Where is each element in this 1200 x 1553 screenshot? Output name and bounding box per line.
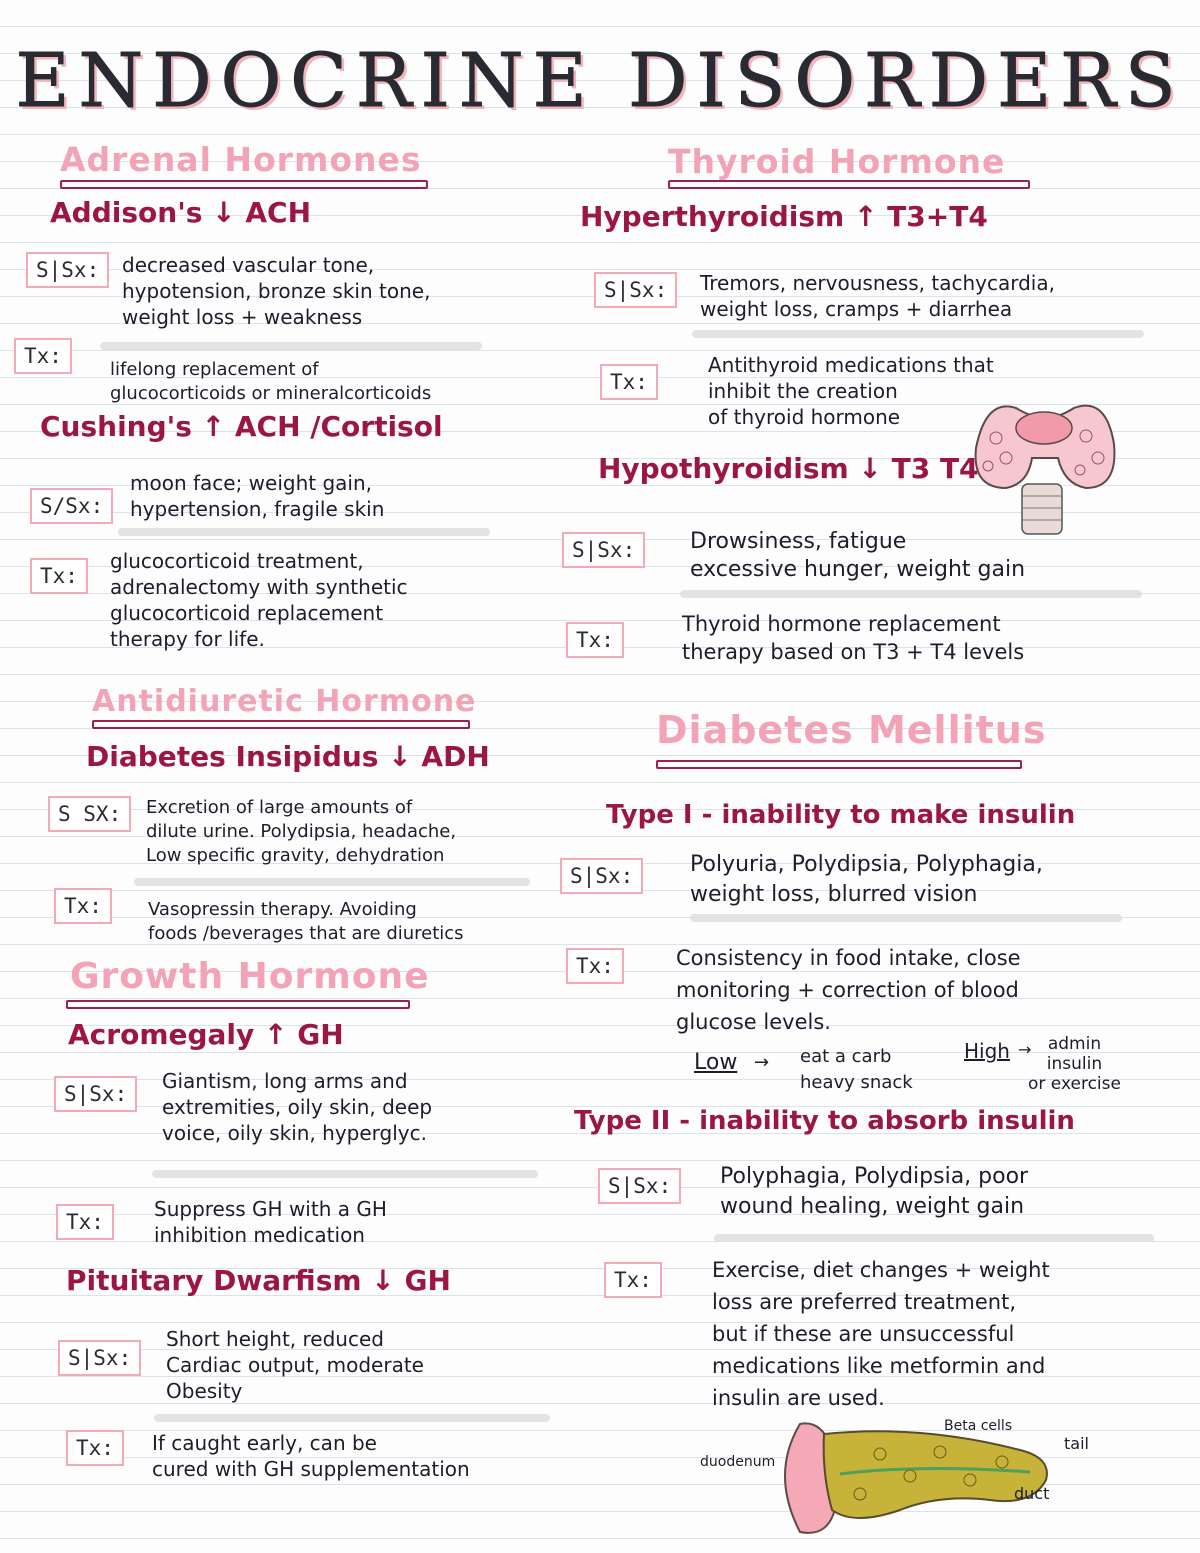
type2-tx-text: Exercise, diet changes + weight loss are preferred treatment, but if these are unsuccessful medications like metformin and insulin are used. xyxy=(712,1258,1050,1410)
hyper-tx-label: Tx: xyxy=(600,364,658,400)
dwarfism-tx-text: If caught early, can be cured with GH supplementation xyxy=(152,1431,470,1481)
diabetes-insipidus-heading: Diabetes Insipidus ↓ ADH xyxy=(86,740,490,773)
acromegaly-sx-text: Giantism, long arms and extremities, oily skin, deep voice, oily skin, hyperglyc. xyxy=(162,1069,433,1145)
section-growth-heading: Growth Hormone xyxy=(70,956,430,997)
highlight-bar xyxy=(680,590,1142,598)
section-underline xyxy=(92,720,470,729)
cushings-heading: Cushing's ↑ ACH /Cortisol xyxy=(40,410,443,443)
highlight-bar xyxy=(154,1414,550,1422)
addisons-sx-text: decreased vascular tone, hypotension, bronze skin tone, weight loss + weakness xyxy=(122,253,431,329)
type1-high-text: admin insulin or exercise xyxy=(1028,1034,1121,1094)
dwarfism-heading: Pituitary Dwarfism ↓ GH xyxy=(66,1264,451,1297)
hypo-sx-label: S|Sx: xyxy=(562,532,645,568)
highlight-bar xyxy=(118,528,490,536)
section-underline xyxy=(60,180,428,189)
addisons-sx-label: S|Sx: xyxy=(26,252,109,288)
highlight-bar xyxy=(690,914,1122,922)
highlight-bar xyxy=(692,330,1144,338)
highlight-bar xyxy=(100,342,482,350)
addisons-heading: Addison's ↓ ACH xyxy=(50,196,312,229)
cushings-tx-label: Tx: xyxy=(30,558,88,594)
dwarfism-sx-text: Short height, reduced Cardiac output, moderate Obesity xyxy=(166,1327,424,1403)
type2-heading: Type II - inability to absorb insulin xyxy=(574,1106,1075,1136)
di-tx-label: Tx: xyxy=(54,888,112,924)
section-adh-heading: Antidiuretic Hormone xyxy=(92,684,477,719)
highlight-bar xyxy=(134,878,530,886)
pancreas-beta-label: Beta cells xyxy=(944,1418,1013,1434)
addisons-tx-label: Tx: xyxy=(14,338,72,374)
hyper-tx-text: Antithyroid medications that inhibit the creation of thyroid hormone xyxy=(708,353,994,429)
hyper-sx-label: S|Sx: xyxy=(594,272,677,308)
hypo-tx-text: Thyroid hormone replacement therapy based on T3 + T4 levels xyxy=(682,612,1025,664)
cushings-tx-text: glucocorticoid treatment, adrenalectomy with synthetic glucocorticoid replacement therapy for life. xyxy=(110,549,408,651)
pancreas-duct-label: duct xyxy=(1014,1484,1050,1503)
type1-heading: Type I - inability to make insulin xyxy=(606,800,1076,830)
hypo-tx-label: Tx: xyxy=(566,622,624,658)
highlight-bar xyxy=(714,1234,1154,1242)
pancreas-duodenum-label: duodenum xyxy=(700,1454,776,1470)
section-underline xyxy=(656,760,1022,769)
type1-high-label: High xyxy=(964,1039,1010,1063)
acromegaly-heading: Acromegaly ↑ GH xyxy=(68,1018,344,1051)
type1-low-text: eat a carb heavy snack xyxy=(800,1046,913,1093)
highlight-bar xyxy=(152,1170,538,1178)
section-underline xyxy=(668,180,1030,189)
pancreas-tail-label: tail xyxy=(1064,1434,1089,1453)
type1-low-label: Low xyxy=(694,1050,738,1075)
di-tx-text: Vasopressin therapy. Avoiding foods /beverages that are diuretics xyxy=(148,899,464,944)
pancreas-illustration xyxy=(770,1414,1070,1538)
dwarfism-tx-label: Tx: xyxy=(66,1430,124,1466)
di-sx-text: Excretion of large amounts of dilute urine. Polydipsia, headache, Low specific gravity, dehydration xyxy=(146,797,457,866)
hyper-sx-text: Tremors, nervousness, tachycardia, weight loss, cramps + diarrhea xyxy=(700,271,1055,321)
type1-sx-label: S|Sx: xyxy=(560,858,643,894)
acromegaly-tx-label: Tx: xyxy=(56,1204,114,1240)
hypothyroidism-heading: Hypothyroidism ↓ T3 T4 xyxy=(598,452,979,485)
acromegaly-sx-label: S|Sx: xyxy=(54,1076,137,1112)
section-adrenal-heading: Adrenal Hormones xyxy=(60,140,422,179)
type2-tx-label: Tx: xyxy=(604,1262,662,1298)
acromegaly-tx-text: Suppress GH with a GH inhibition medication xyxy=(154,1197,387,1247)
hypo-sx-text: Drowsiness, fatigue excessive hunger, weight gain xyxy=(690,529,1026,582)
type2-sx-label: S|Sx: xyxy=(598,1168,681,1204)
section-diabetes-heading: Diabetes Mellitus xyxy=(656,708,1047,752)
di-sx-label: S SX: xyxy=(48,796,131,832)
type1-tx-text: Consistency in food intake, close monitoring + correction of blood glucose levels. xyxy=(676,946,1021,1034)
hyperthyroidism-heading: Hyperthyroidism ↑ T3+T4 xyxy=(580,200,988,233)
dwarfism-sx-label: S|Sx: xyxy=(58,1340,141,1376)
addisons-tx-text: lifelong replacement of glucocorticoids or mineralcorticoids xyxy=(110,359,432,404)
cushings-sx-label: S/Sx: xyxy=(30,488,113,524)
type2-sx-text: Polyphagia, Polydipsia, poor wound healing, weight gain xyxy=(720,1164,1029,1219)
arrow-right-icon: → xyxy=(1018,1040,1032,1059)
cushings-sx-text: moon face; weight gain, hypertension, fragile skin xyxy=(130,471,385,521)
thyroid-illustration xyxy=(966,388,1126,536)
arrow-right-icon: → xyxy=(754,1052,770,1073)
type1-sx-text: Polyuria, Polydipsia, Polyphagia, weight loss, blurred vision xyxy=(690,852,1043,907)
page-title: ENDOCRINE DISORDERS xyxy=(15,38,1185,124)
type1-tx-label: Tx: xyxy=(566,948,624,984)
section-underline xyxy=(66,1000,410,1009)
section-thyroid-heading: Thyroid Hormone xyxy=(668,142,1006,181)
